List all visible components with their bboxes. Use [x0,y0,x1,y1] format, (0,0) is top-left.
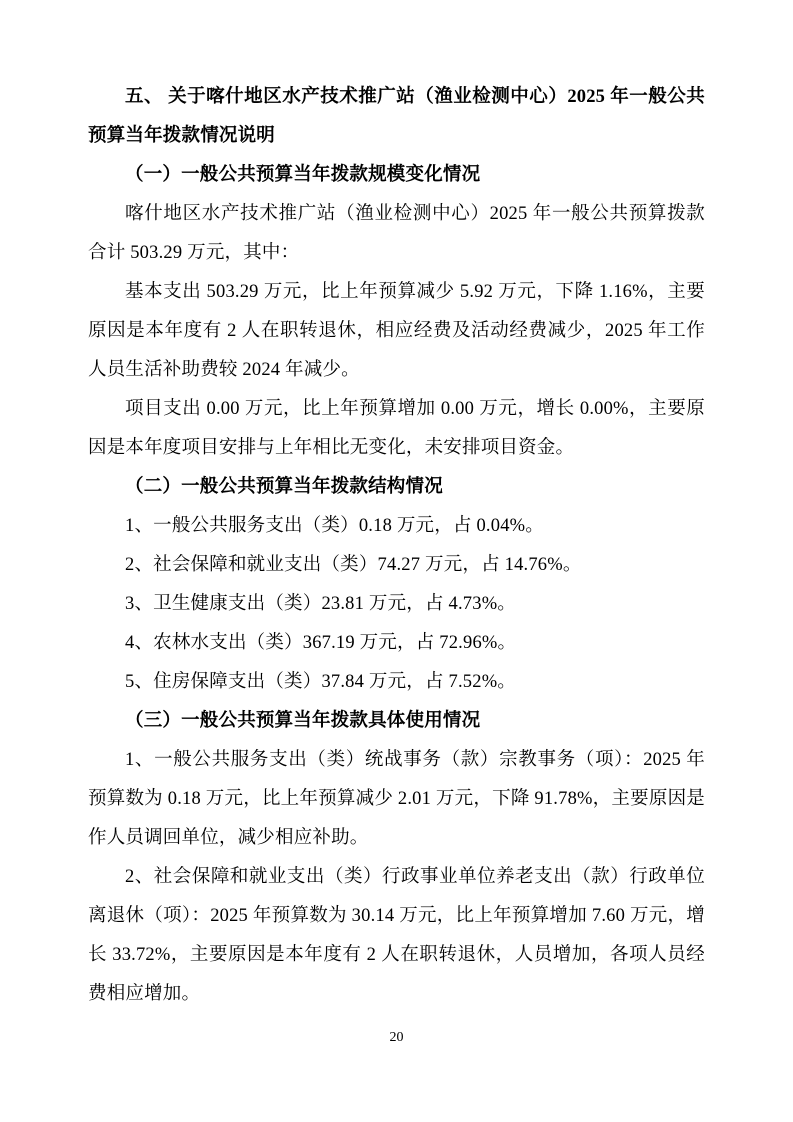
detail-item-1: 1、一般公共服务支出（类）统战事务（款）宗教事务（项）：2025 年预算数为 0.18 万元，比上年预算减少 2.01 万元，下降 91.78%，主要原因是作人员调回单位，减少相应补助。 [88,750,705,848]
paragraph-2: 基本支出 503.29 万元，比上年预算减少 5.92 万元，下降 1.16%，主要原因是本年度有 2 人在职转退休，相应经费及活动经费减少，2025 年工作人员生活补助费较 2024 年减少。 [88,282,705,380]
sub-heading-3: （三）一般公共预算当年拨款具体使用情况 [125,711,481,731]
paragraph-3: 项目支出 0.00 万元，比上年预算增加 0.00 万元，增长 0.00%，主要原因是本年度项目安排与上年相比无变化，未安排项目资金。 [88,399,705,458]
paragraph-1: 喀什地区水产技术推广站（渔业检测中心）2025 年一般公共预算拨款合计 503.29 万元，其中： [88,204,705,263]
list-item-4: 4、农林水支出（类）367.19 万元，占 72.96%。 [125,633,517,653]
list-item-2: 2、社会保障和就业支出（类）74.27 万元，占 14.76%。 [125,555,582,575]
sub-heading-1: （一）一般公共预算当年拨款规模变化情况 [125,165,481,185]
list-item-1: 1、一般公共服务支出（类）0.18 万元，占 0.04%。 [125,516,544,536]
list-item-5: 5、住房保障支出（类）37.84 万元，占 7.52%。 [125,672,517,692]
section-heading: 五、 关于喀什地区水产技术推广站（渔业检测中心）2025 年一般公共预算当年拨款情况说明 [88,87,705,146]
list-item-3: 3、卫生健康支出（类）23.81 万元，占 4.73%。 [125,594,517,614]
document-body [88,78,705,1014]
detail-item-2: 2、社会保障和就业支出（类）行政事业单位养老支出（款）行政单位离退休（项）：2025 年预算数为 30.14 万元，比上年预算增加 7.60 万元，增长 33.72%，主要原因是本年度有 2 人在职转退休，人员增加，各项人员经费相应增加。 [88,867,705,1004]
page-number: 20 [389,1030,404,1045]
sub-heading-2: （二）一般公共预算当年拨款结构情况 [125,477,443,497]
